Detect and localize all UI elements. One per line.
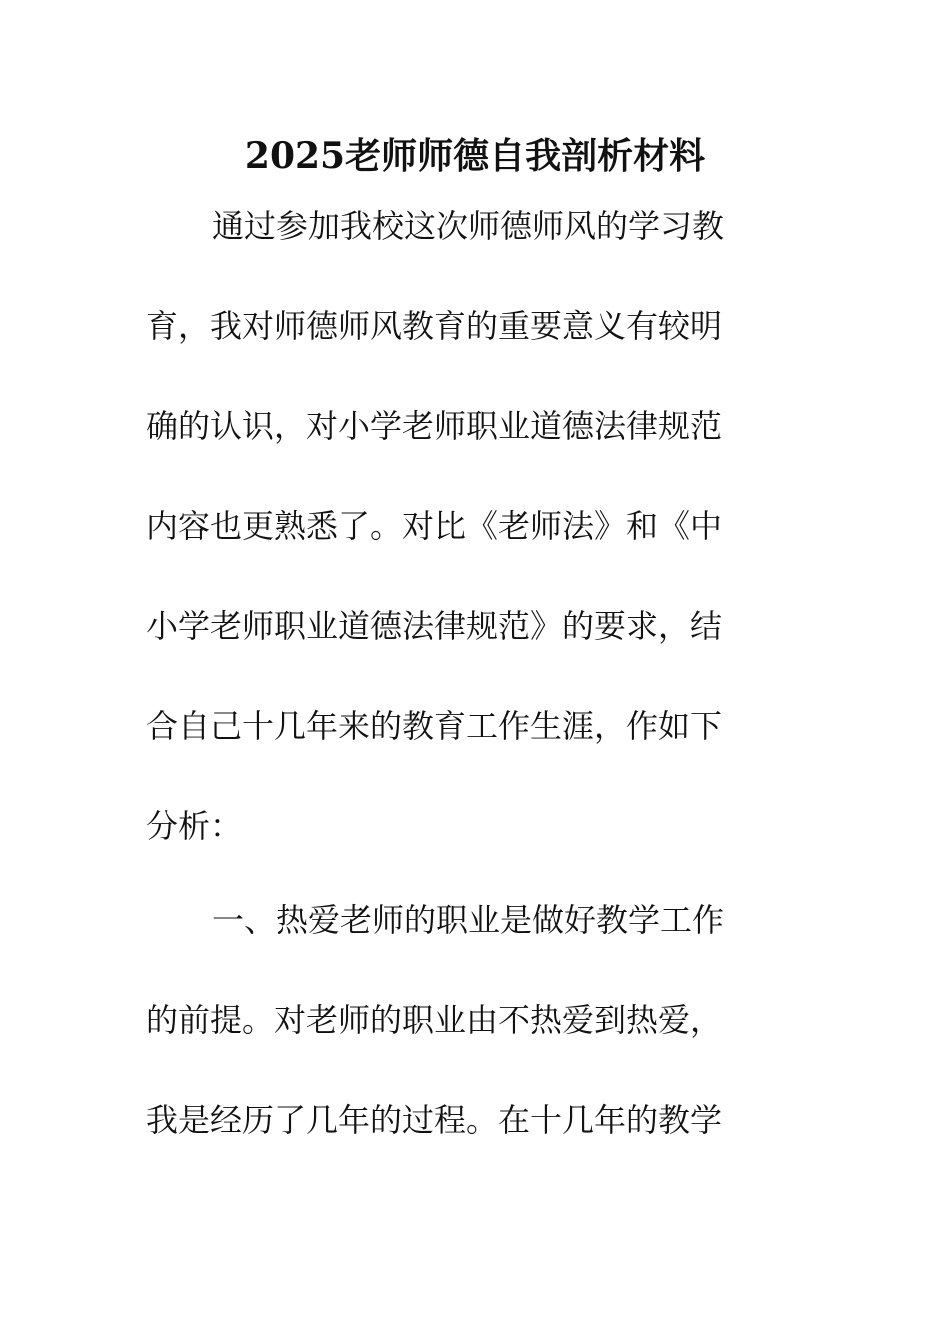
paragraph-line: 的前提。对老师的职业由不热爱到热爱， xyxy=(146,1001,723,1039)
paragraph-line: 合自己十几年来的教育工作生涯，作如下 xyxy=(146,707,723,745)
paragraph-line: 小学老师职业道德法律规范》的要求，结 xyxy=(146,607,723,645)
paragraph-line: 我是经历了几年的过程。在十几年的教学 xyxy=(146,1101,723,1139)
paragraph-line: 确的认识，对小学老师职业道德法律规范 xyxy=(146,407,723,445)
document-title: 2025老师师德自我剖析材料 xyxy=(244,135,706,177)
paragraph-line: 一、热爱老师的职业是做好教学工作 xyxy=(212,901,725,939)
paragraph-line: 育，我对师德师风教育的重要意义有较明 xyxy=(146,307,723,345)
paragraph-line: 通过参加我校这次师德师风的学习教 xyxy=(212,207,725,245)
paragraph-line: 分析： xyxy=(146,807,243,845)
paragraph-line: 内容也更熟悉了。对比《老师法》和《中 xyxy=(146,507,723,545)
